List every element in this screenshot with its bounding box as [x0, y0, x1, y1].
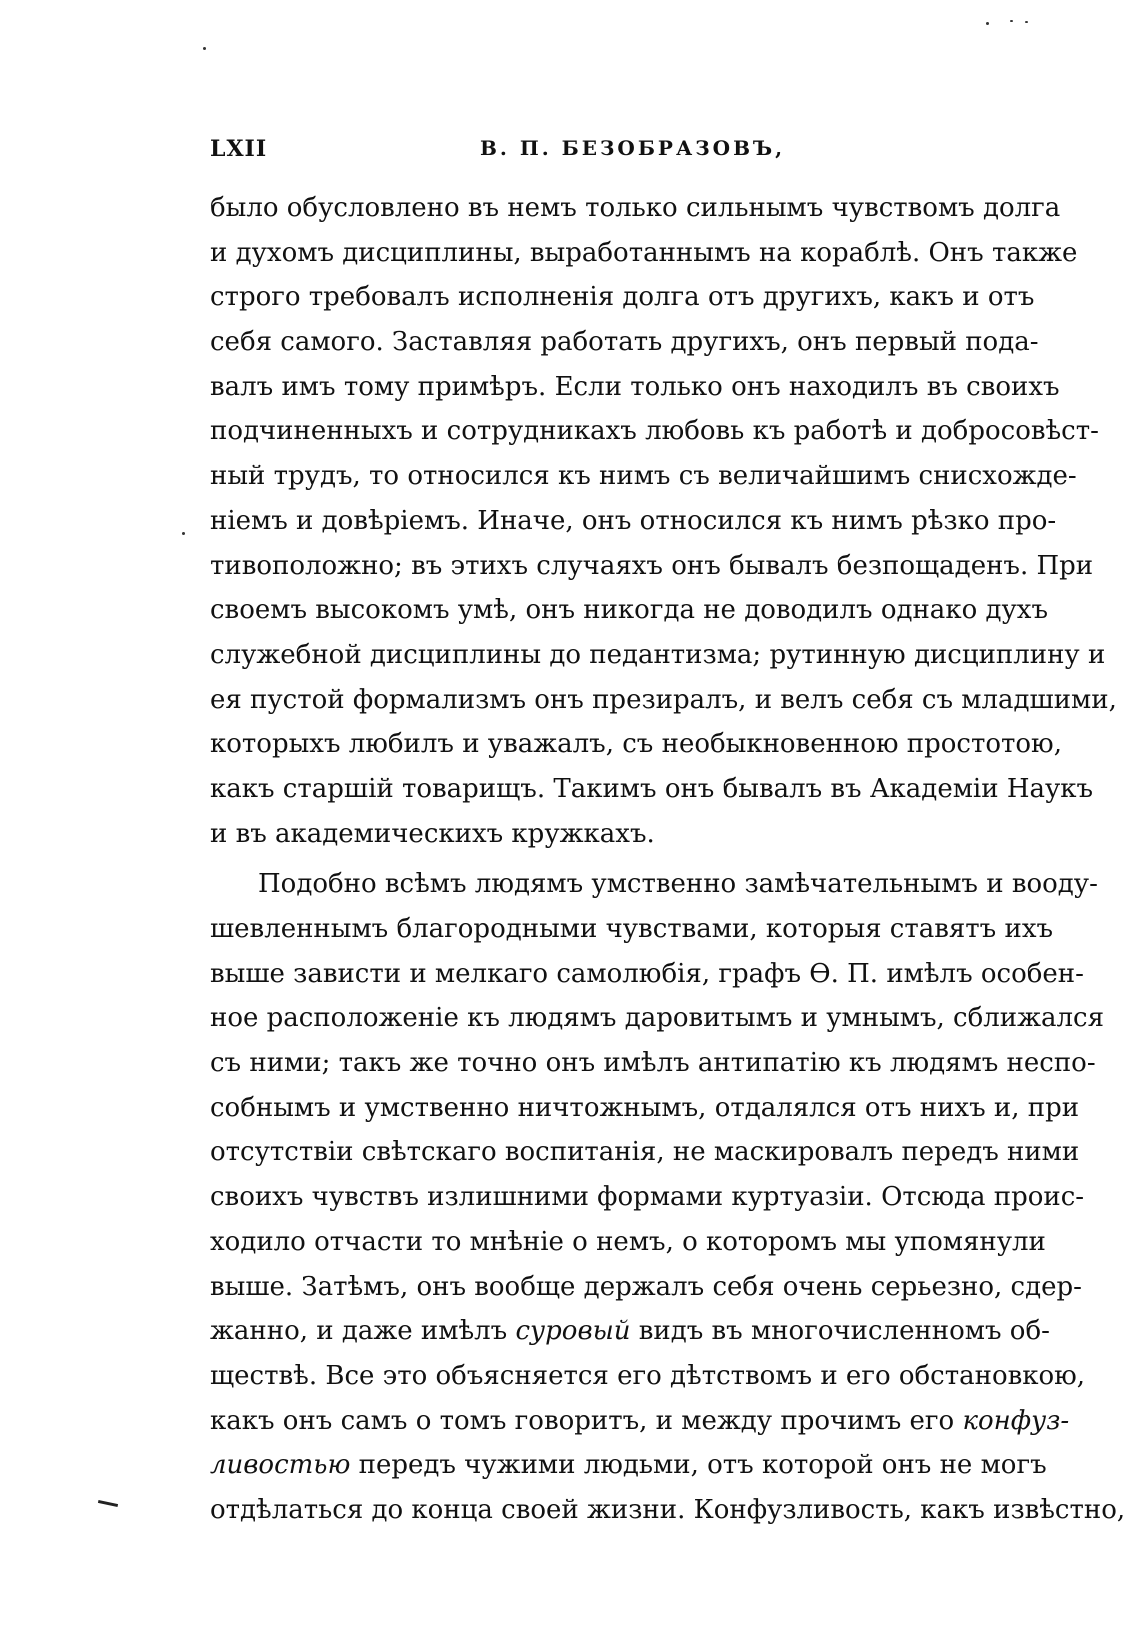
text-line: и въ академическихъ кружкахъ. — [210, 818, 655, 849]
text-run: какъ онъ самъ о томъ говоритъ, и между прочимъ его — [210, 1405, 963, 1436]
text-line: себя самого. Заставляя работать другихъ, онъ первый пода- — [210, 327, 1039, 358]
text-line: ніемъ и довѣріемъ. Иначе, онъ относился къ нимъ рѣзко про- — [210, 505, 1057, 536]
text-line: шевленнымъ благородными чувствами, которыя ставятъ ихъ — [210, 914, 1054, 944]
paragraph-1 — [210, 186, 1117, 856]
text-line — [210, 1399, 1070, 1444]
text-line: ществѣ. Все это объясняется его дѣтствомъ и его обстановкою, — [210, 1360, 1086, 1391]
text-line: своемъ высокомъ умѣ, онъ никогда не доводилъ однако духъ — [210, 595, 1048, 626]
text-line: собнымъ и умственно ничтожнымъ, отдалялся отъ нихъ и, при — [210, 1092, 1080, 1123]
scan-speck — [203, 47, 206, 50]
text-run: жанно, и даже имѣлъ — [210, 1316, 516, 1347]
page-number: LXII — [210, 136, 268, 162]
scan-scratch — [98, 1500, 118, 1507]
text-line: отсутствіи свѣтскаго воспитанія, не маскировалъ передъ ними — [210, 1137, 1080, 1168]
text-line: ный трудъ, то относился къ нимъ съ величайшимъ снисхожде- — [210, 461, 1077, 492]
scan-speck — [1025, 21, 1028, 23]
text-line — [210, 1443, 1047, 1488]
text-run: передъ чужими людьми, отъ которой онъ не могъ — [350, 1450, 1047, 1481]
text-line: ное расположеніе къ людямъ даровитымъ и умнымъ, сближался — [210, 1003, 1105, 1034]
text-line: съ ними; такъ же точно онъ имѣлъ антипатію къ людямъ неспо- — [210, 1048, 1096, 1079]
scan-speck — [986, 22, 989, 25]
text-line: отдѣлаться до конца своей жизни. Конфузливость, какъ извѣстно, — [210, 1494, 1126, 1525]
text-line — [210, 1309, 1050, 1354]
text-line: подчиненныхъ и сотрудникахъ любовь къ работѣ и добросовѣст- — [210, 416, 1099, 447]
italic-word: ливостью — [210, 1450, 351, 1481]
italic-word: конфуз- — [962, 1405, 1070, 1436]
text-line: ходило отчасти то мнѣніе о немъ, о которомъ мы упомянули — [210, 1226, 1046, 1257]
text-line: тивоположно; въ этихъ случаяхъ онъ бывалъ безпощаденъ. При — [210, 550, 1094, 581]
text-line: и духомъ дисциплины, выработаннымъ на кораблѣ. Онъ также — [210, 237, 1078, 268]
text-line: ея пустой формализмъ онъ презиралъ, и велъ себя съ младшими, — [210, 684, 1117, 715]
page-header-title: В. П. БЕЗОБРАЗОВЪ, — [480, 136, 786, 160]
text-line: выше зависти и мелкаго самолюбія, графъ Ѳ. П. имѣлъ особен- — [210, 958, 1084, 989]
text-line: которыхъ любилъ и уважалъ, съ необыкновенною простотою, — [210, 729, 1062, 760]
text-run: видъ въ многочисленномъ об- — [630, 1316, 1050, 1347]
text-line: строго требовалъ исполненія долга отъ другихъ, какъ и отъ — [210, 282, 1035, 313]
text-line: валъ имъ тому примѣръ. Если только онъ находилъ въ своихъ — [210, 371, 1060, 402]
text-line: какъ старшій товарищъ. Такимъ онъ бывалъ въ Академіи Наукъ — [210, 773, 1094, 804]
paragraph-2 — [210, 862, 1126, 1532]
text-line: своихъ чувствъ излишними формами куртуазіи. Отсюда проис- — [210, 1182, 1085, 1213]
text-line: служебной дисциплины до педантизма; рутинную дисциплину и — [210, 639, 1106, 670]
body-text — [210, 186, 1126, 1533]
text-line: Подобно всѣмъ людямъ умственно замѣчательнымъ и вооду- — [258, 869, 1098, 900]
scan-speck — [1010, 20, 1013, 22]
scan-speck — [182, 532, 185, 535]
running-head — [210, 136, 1010, 166]
text-line: было обусловлено въ немъ только сильнымъ чувствомъ долга — [210, 193, 1061, 223]
text-line: выше. Затѣмъ, онъ вообще держалъ себя очень серьезно, сдер- — [210, 1271, 1082, 1302]
italic-word: суровый — [515, 1316, 631, 1347]
